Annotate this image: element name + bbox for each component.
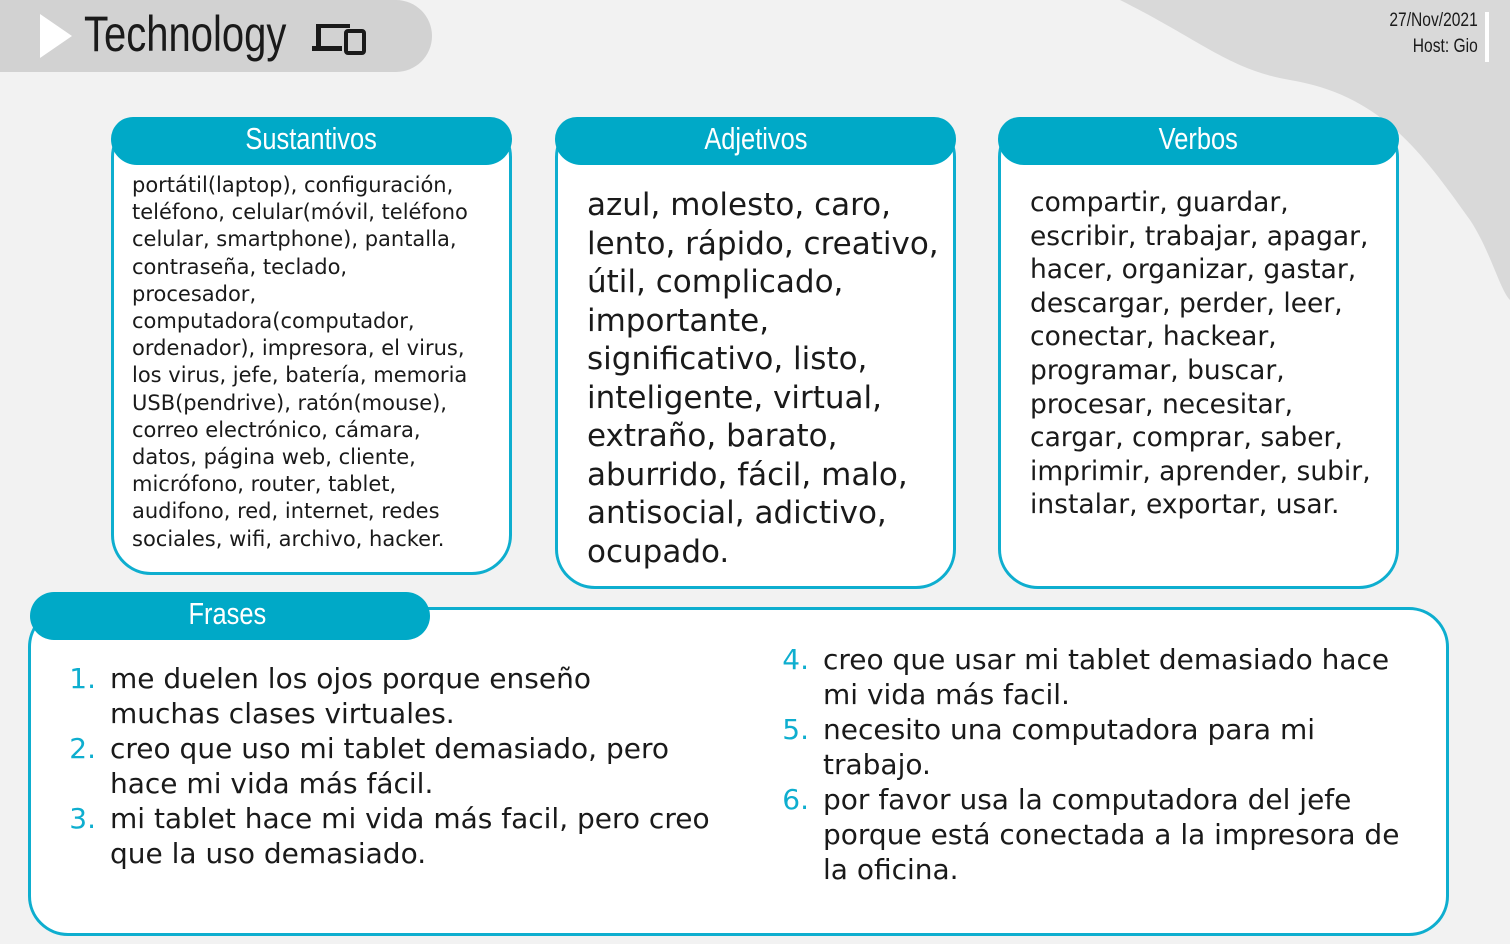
card-verbos-text: compartir, guardar, escribir, trabajar, apagar, hacer, organizar, gastar, descargar, perder, leer, conectar, hackear, programar, buscar, procesar, necesitar, cargar, comprar, saber, imprimir, aprender, subir, instalar, exportar, usar. — [1030, 187, 1371, 521]
card-verbos-header — [998, 117, 1399, 165]
list-item-number: 6. — [782, 783, 809, 816]
meta-divider — [1485, 12, 1489, 62]
list-item-text: creo que usar mi tablet demasiado hace mi vida más facil. — [823, 643, 1390, 711]
card-adjetivos — [555, 117, 956, 589]
devices-icon — [312, 20, 366, 56]
frases-header — [30, 592, 430, 640]
card-sustantivos — [111, 117, 512, 575]
list-item-text: creo que uso mi tablet demasiado, pero hace mi vida más fácil. — [110, 732, 670, 800]
list-item — [773, 782, 1443, 887]
list-item — [773, 642, 1443, 712]
list-item-number: 3. — [69, 802, 96, 835]
list-item-number: 5. — [782, 713, 809, 746]
date-label: 27/Nov/2021 — [1389, 10, 1478, 31]
list-item — [773, 712, 1443, 782]
card-adjetivos-text: azul, molesto, caro, lento, rápido, creativo, útil, complicado, importante, significativo, listo, inteligente, virtual, extraño, barato, aburrido, fácil, malo, antisocial, adictivo, ocupado. — [587, 187, 939, 570]
frases-list-right — [773, 642, 1443, 887]
list-item-number: 1. — [69, 662, 96, 695]
frases-list-left — [60, 661, 750, 871]
meta-info — [1390, 8, 1478, 60]
list-item-number: 2. — [69, 732, 96, 765]
card-verbos — [998, 117, 1399, 589]
list-item — [60, 801, 750, 871]
card-sustantivos-title: Sustantivos — [245, 121, 378, 156]
frases-title: Frases — [188, 596, 266, 631]
list-item-text: necesito una computadora para mi trabajo. — [823, 713, 1316, 781]
host-label: Host: Gio — [1413, 36, 1478, 57]
card-verbos-title: Verbos — [1158, 121, 1239, 156]
play-triangle-icon — [38, 12, 74, 60]
card-adjetivos-title: Adjetivos — [703, 121, 808, 156]
page-title: Technology — [84, 6, 287, 62]
list-item-text: mi tablet hace mi vida más facil, pero creo que la uso demasiado. — [110, 802, 710, 870]
header-tab — [0, 0, 432, 72]
list-item — [60, 661, 750, 731]
card-sustantivos-text: portátil(laptop), configuración, teléfono, celular(móvil, teléfono celular, smartphone), pantalla, contraseña, teclado, procesador, computadora(computador, ordenador), impresora, el virus, los virus, jefe, batería, memoria USB(pendrive), ratón(mouse), correo electrónico, cámara, datos, página web, cliente, micrófono, router, tablet, audifono, red, internet, redes sociales, wifi, archivo, hacker. — [132, 173, 468, 551]
list-item-number: 4. — [782, 643, 809, 676]
card-sustantivos-header — [111, 117, 512, 165]
list-item-text: por favor usa la computadora del jefe porque está conectada a la impresora de la oficina. — [823, 783, 1400, 886]
list-item — [60, 731, 750, 801]
card-adjetivos-header — [555, 117, 956, 165]
list-item-text: me duelen los ojos porque enseño muchas clases virtuales. — [110, 662, 591, 730]
